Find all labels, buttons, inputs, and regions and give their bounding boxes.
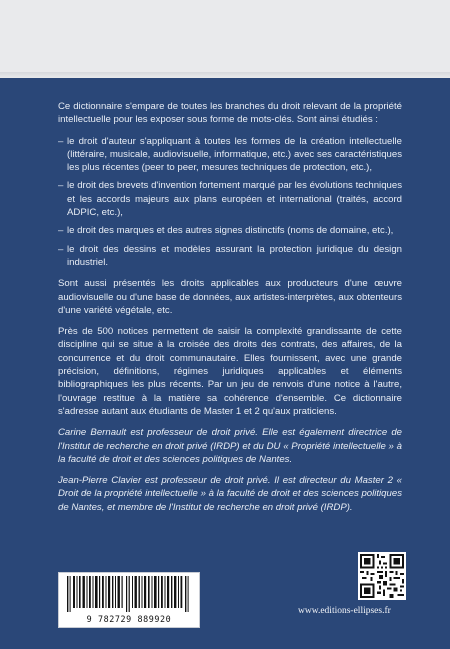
author-bio-clavier: Jean-Pierre Clavier est professeur de droit privé. Il est directeur du Master 2 « Droit de la propriété intellectuelle » à la faculté de droit et des sciences politiques de Nantes, et membre de l'Institut de recherche en droit privé (IRDP). bbox=[58, 475, 402, 513]
author-bio-bernault: Carine Bernault est professeur de droit privé. Elle est également directrice de l'Institut de recherche en droit privé (IRDP) et du DU « Propriété intellectuelle » à la faculté de droit et des sciences politiques de Nantes. bbox=[58, 427, 402, 465]
barcode-icon bbox=[65, 576, 193, 612]
dash-bullet: – bbox=[58, 180, 64, 192]
topic-item bbox=[58, 224, 402, 237]
also-paragraph: Sont aussi présentés les droits applicables aux producteurs d'une œuvre audiovisuelle ou d'une base de données, aux artistes-interprètes, aux obtenteurs d'une variété végétale, etc. bbox=[58, 278, 402, 316]
back-cover-text bbox=[58, 100, 402, 522]
dash-bullet: – bbox=[58, 243, 64, 255]
notices-paragraph: Près de 500 notices permettent de saisir la complexité grandissante de cette discipline qui se situe à la croisée des droits des contrats, des affaires, de la concurrence et du droit communautaire. Elles fournissent, avec une grande précision, définitions, régimes juridiques applicables et éléments bibliographiques les plus récents. Par un jeu de renvois d'une notice à l'autre, l'ouvrage restitue à la matière sa cohérence d'ensemble. Ce dictionnaire s'adresse autant aux étudiants de Master 1 et 2 qu'aux praticiens. bbox=[58, 326, 402, 417]
publisher-website[interactable]: www.editions-ellipses.fr bbox=[298, 606, 391, 616]
topic-text: le droit des brevets d'invention fortement marqué par les évolutions techniques et les accords majeurs aux plans européen et international (traités, accord ADPIC, etc.), bbox=[67, 180, 402, 219]
qr-code[interactable] bbox=[358, 552, 406, 600]
top-band bbox=[0, 0, 450, 78]
barcode bbox=[58, 572, 200, 628]
dash-bullet: – bbox=[58, 225, 64, 237]
topic-text: le droit des dessins et modèles assurant la protection juridique du design industriel. bbox=[67, 243, 402, 268]
isbn-number: 9 782729 889920 bbox=[86, 614, 172, 624]
topic-text: le droit d'auteur s'appliquant à toutes les formes de la création intellectuelle (littéraire, musicale, audiovisuelle, informatique, etc.) avec ses caractéristiques les plus récentes (peer to peer, mesures techniques de protection, etc.), bbox=[67, 135, 402, 174]
topic-item bbox=[58, 243, 402, 270]
topics-list bbox=[58, 135, 402, 270]
topic-item bbox=[58, 179, 402, 219]
topic-item bbox=[58, 135, 402, 175]
qr-code-icon bbox=[360, 554, 404, 598]
dash-bullet: – bbox=[58, 135, 64, 147]
intro-paragraph: Ce dictionnaire s'empare de toutes les branches du droit relevant de la propriété intellectuelle pour les exposer sous forme de mots-clés. Sont ainsi étudiés : bbox=[58, 101, 402, 126]
topic-text: le droit des marques et des autres signes distinctifs (noms de domaine, etc.), bbox=[67, 225, 394, 237]
